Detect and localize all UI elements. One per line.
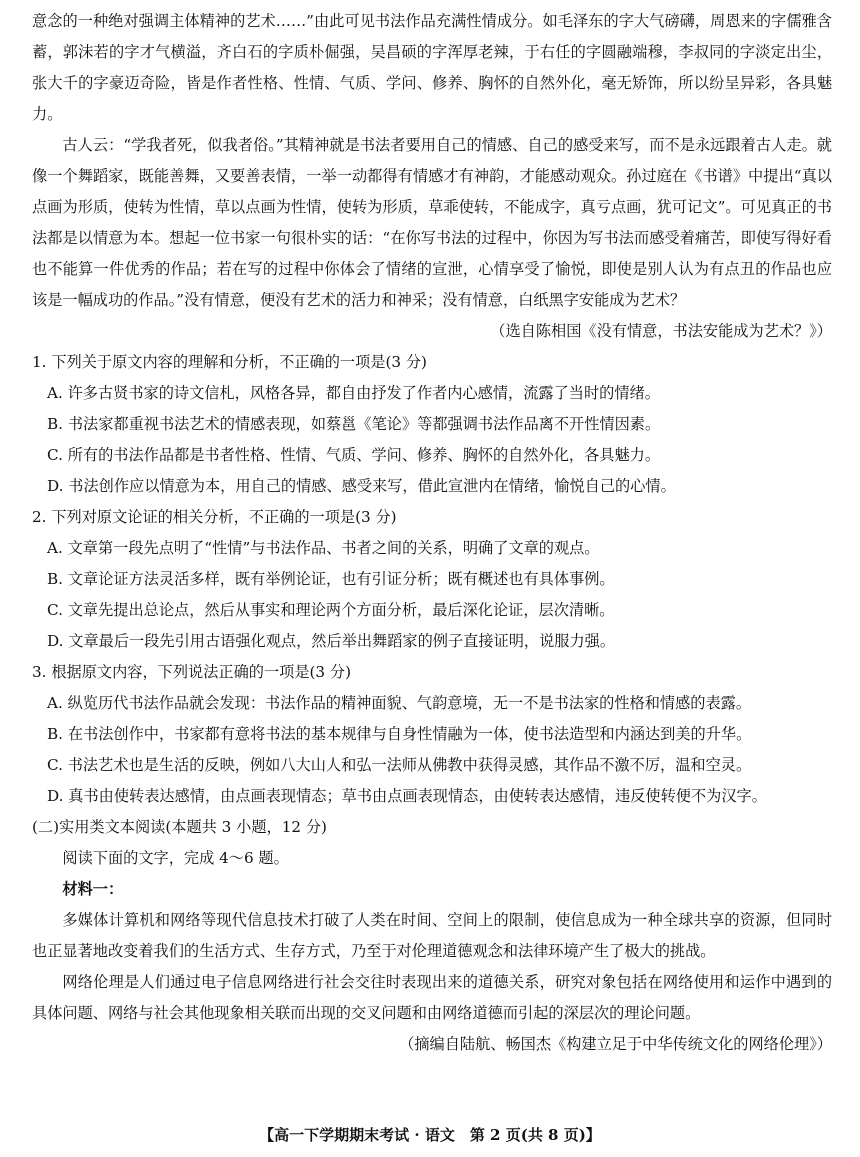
- section-instruction: 阅读下面的文字，完成 4～6 题。: [62, 849, 289, 867]
- question-1-option-c: C. 所有的书法作品都是书者性格、性情、气质、学问、修养、胸怀的自然外化，各具魅力。: [47, 446, 661, 464]
- question-2-option-c: C. 文章先提出总论点，然后从事实和理论两个方面分析，最后深化论证，层次清晰。: [47, 601, 615, 619]
- question-2-stem: 2. 下列对原文论证的相关分析，不正确的一项是(3 分): [32, 508, 397, 526]
- question-3-option-c: C. 书法艺术也是生活的反映，例如八大山人和弘一法师从佛教中获得灵感，其作品不激不厉，温和空灵。: [47, 756, 752, 774]
- material-label: 材料一：: [62, 880, 124, 898]
- page-footer: 【高一下学期期末考试 · 语文 第 2 页(共 8 页)】: [259, 1126, 601, 1144]
- question-1-option-a: A. 许多古贤书家的诗文信札，风格各异，都自由抒发了作者内心感情，流露了当时的情绪。: [47, 384, 660, 402]
- question-2-option-d: D. 文章最后一段先引用古语强化观点，然后举出舞蹈家的例子直接证明，说服力强。: [47, 632, 616, 650]
- material-1-paragraph-1: 多媒体计算机和网络等现代信息技术打破了人类在时间、空间上的限制，使信息成为一种全球共享的资源，但同时也正显著地改变着我们的生活方式、生存方式，乃至于对伦理道德观念和法律环境产生了极大的挑战。: [32, 911, 832, 960]
- question-1-option-b: B. 书法家都重视书法艺术的情感表现，如蔡邕《笔论》等都强调书法作品离不开性情因素。: [47, 415, 661, 433]
- question-2-option-b: B. 文章论证方法灵活多样，既有举例论证，也有引证分析；既有概述也有具体事例。: [47, 570, 615, 588]
- question-3-option-b: B. 在书法创作中，书家都有意将书法的基本规律与自身性情融为一体，使书法造型和内涵达到美的升华。: [47, 725, 752, 743]
- exam-page: [32, 6, 832, 1060]
- question-2-option-a: A. 文章第一段先点明了“性情”与书法作品、书者之间的关系，明确了文章的观点。: [47, 539, 600, 557]
- question-3-stem: 3. 根据原文内容，下列说法正确的一项是(3 分): [32, 663, 352, 681]
- section-heading: (二)实用类文本阅读(本题共 3 小题，12 分): [32, 818, 327, 836]
- material-source-citation: （摘编自陆航、畅国杰《构建立足于中华传统文化的网络伦理》）: [399, 1035, 832, 1053]
- question-3-option-a: A. 纵览历代书法作品就会发现：书法作品的精神面貌、气韵意境，无一不是书法家的性格和情感的表露。: [47, 694, 752, 712]
- source-citation: （选自陈相国《没有情意，书法安能成为艺术？》）: [490, 322, 832, 340]
- paragraph-calligraphy-character: 意念的一种绝对强调主体精神的艺术……”由此可见书法作品充满性情成分。如毛泽东的字大气磅礴，周恩来的字儒雅含蓄，郭沫若的字才气横溢，齐白石的字质朴倔强，吴昌硕的字浑厚老辣，于右任的字圆融端穆，李叔同的字淡定出尘，张大千的字豪迈奇险，皆是作者性格、性情、气质、学问、修养、胸怀的自然外化，毫无矫饰，所以纷呈异彩，各具魅力。: [32, 12, 832, 123]
- question-1-stem: 1. 下列关于原文内容的理解和分析，不正确的一项是(3 分): [32, 353, 427, 371]
- paragraph-emotion-in-calligraphy: 古人云：“学我者死，似我者俗。”其精神就是书法者要用自己的情感、自己的感受来写，而不是永远跟着古人走。就像一个舞蹈家，既能善舞，又要善表情，一举一动都得有情感才有神韵，才能感动观众。孙过庭在《书谱》中提出“真以点画为形质，使转为性情，草以点画为性情，使转为形质，草乖使转，不能成字，真亏点画，犹可记文”。可见真正的书法都是以情意为本。想起一位书家一句很朴实的话：“在你写书法的过程中，你因为写书法而感受着痛苦，即使写得好看也不能算一件优秀的作品；若在写的过程中你体会了情绪的宣泄，心情享受了愉悦，即使是别人认为有点丑的作品也应该是一幅成功的作品。”没有情意，便没有艺术的活力和神采；没有情意，白纸黑字安能成为艺术？: [32, 136, 832, 309]
- question-1-option-d: D. 书法创作应以情意为本，用自己的情感、感受来写，借此宣泄内在情绪，愉悦自己的心情。: [47, 477, 676, 495]
- question-3-option-d: D. 真书由使转表达感情，由点画表现情态；草书由点画表现情态，由使转表达感情，违反使转便不为汉字。: [47, 787, 767, 805]
- material-1-paragraph-2: 网络伦理是人们通过电子信息网络进行社会交往时表现出来的道德关系，研究对象包括在网络使用和运作中遇到的具体问题、网络与社会其他现象相关联而出现的交叉问题和由网络道德而引起的深层次的理论问题。: [32, 973, 832, 1022]
